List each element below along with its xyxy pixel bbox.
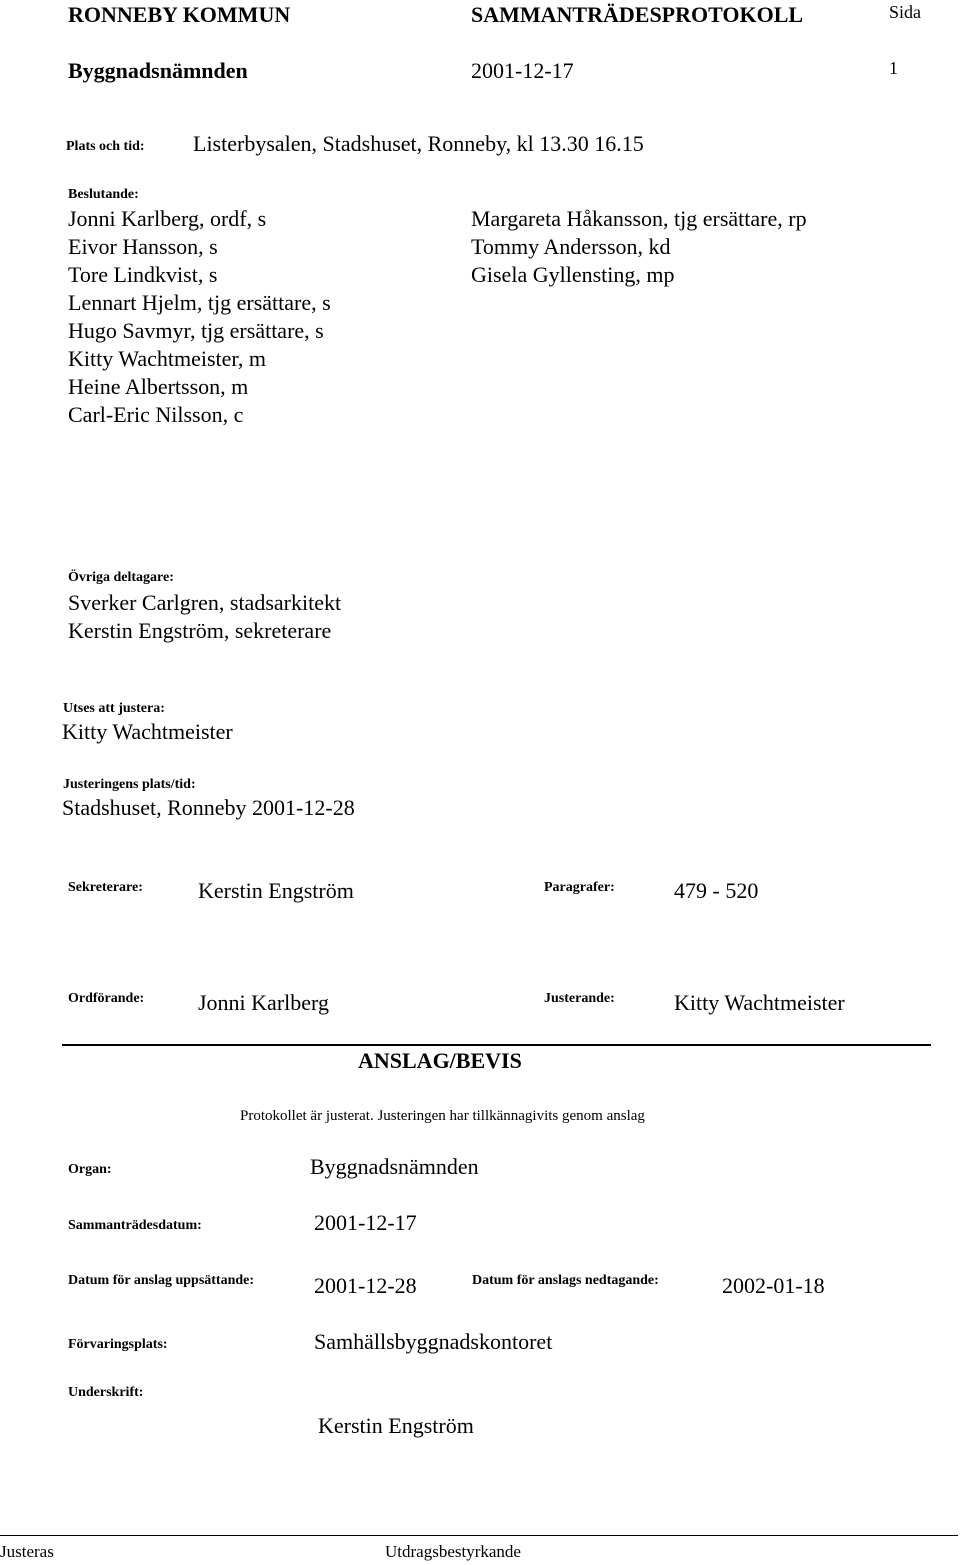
municipality-name: RONNEBY KOMMUN [68,2,291,27]
adjustment-place-label: Justeringens plats/tid: [63,777,196,792]
adjuster-value: Kitty Wachtmeister [62,719,233,744]
decision-makers-left-list [68,205,331,429]
place-value: Listerbysalen, Stadshuset, Ronneby, kl 13.30 16.15 [193,131,644,156]
footer-left-label: Justeras [0,1542,54,1561]
decision-maker: Gisela Gyllensting, mp [471,262,675,287]
notice-statement: Protokollet är justerat. Justeringen har tillkännagivits genom anslag [240,1108,645,1124]
storage-value: Samhällsbyggnadskontoret [314,1329,553,1354]
signature-value: Kerstin Engström [318,1413,474,1438]
decision-maker: Lennart Hjelm, tjg ersättare, s [68,290,331,315]
decision-makers-right-list [471,205,807,289]
decision-maker: Tommy Andersson, kd [471,234,671,259]
decision-maker: Kitty Wachtmeister, m [68,346,266,371]
organ-value: Byggnadsnämnden [310,1154,479,1179]
removed-date-value: 2002-01-18 [722,1273,825,1298]
footer-divider [0,1535,958,1536]
notice-title: ANSLAG/BEVIS [358,1048,522,1073]
adjustment-place-value: Stadshuset, Ronneby 2001-12-28 [62,795,355,820]
decision-maker: Eivor Hansson, s [68,234,218,259]
other-participant: Kerstin Engström, sekreterare [68,618,332,643]
removed-date-label: Datum för anslags nedtagande: [472,1273,659,1288]
decision-maker: Jonni Karlberg, ordf, s [68,206,267,231]
meeting-date-header: 2001-12-17 [471,58,574,83]
posted-date-label: Datum för anslag uppsättande: [68,1273,255,1288]
secretary-label: Sekreterare: [68,880,143,895]
place-label: Plats och tid: [66,139,145,154]
secretary-value: Kerstin Engström [198,878,354,903]
decision-maker: Heine Albertsson, m [68,374,249,399]
other-participant: Sverker Carlgren, stadsarkitekt [68,590,342,615]
decision-makers-label: Beslutande: [68,187,139,202]
page-label: Sida [889,2,922,22]
decision-maker: Tore Lindkvist, s [68,262,218,287]
storage-label: Förvaringsplats: [68,1337,168,1352]
paragraphs-value: 479 - 520 [674,878,759,903]
section-divider [62,1044,931,1046]
signing-adjuster-label: Justerande: [544,991,615,1006]
posted-date-value: 2001-12-28 [314,1273,417,1298]
meeting-date-value: 2001-12-17 [314,1210,417,1235]
decision-maker: Carl-Eric Nilsson, c [68,402,244,427]
decision-maker: Hugo Savmyr, tjg ersättare, s [68,318,324,343]
organ-label: Organ: [68,1162,112,1177]
chair-value: Jonni Karlberg [198,990,329,1015]
document-type: SAMMANTRÄDESPROTOKOLL [471,2,804,27]
other-participants-list [68,589,341,645]
signature-label: Underskrift: [68,1385,144,1400]
decision-maker: Margareta Håkansson, tjg ersättare, rp [471,206,807,231]
chair-label: Ordförande: [68,991,145,1006]
footer-right-label: Utdragsbestyrkande [385,1542,521,1561]
committee-name: Byggnadsnämnden [68,58,248,83]
other-participants-label: Övriga deltagare: [68,570,174,585]
adjuster-label: Utses att justera: [63,701,165,716]
page-number: 1 [889,58,898,78]
meeting-date-label: Sammanträdesdatum: [68,1218,202,1233]
paragraphs-label: Paragrafer: [544,880,615,895]
signing-adjuster-value: Kitty Wachtmeister [674,990,845,1015]
